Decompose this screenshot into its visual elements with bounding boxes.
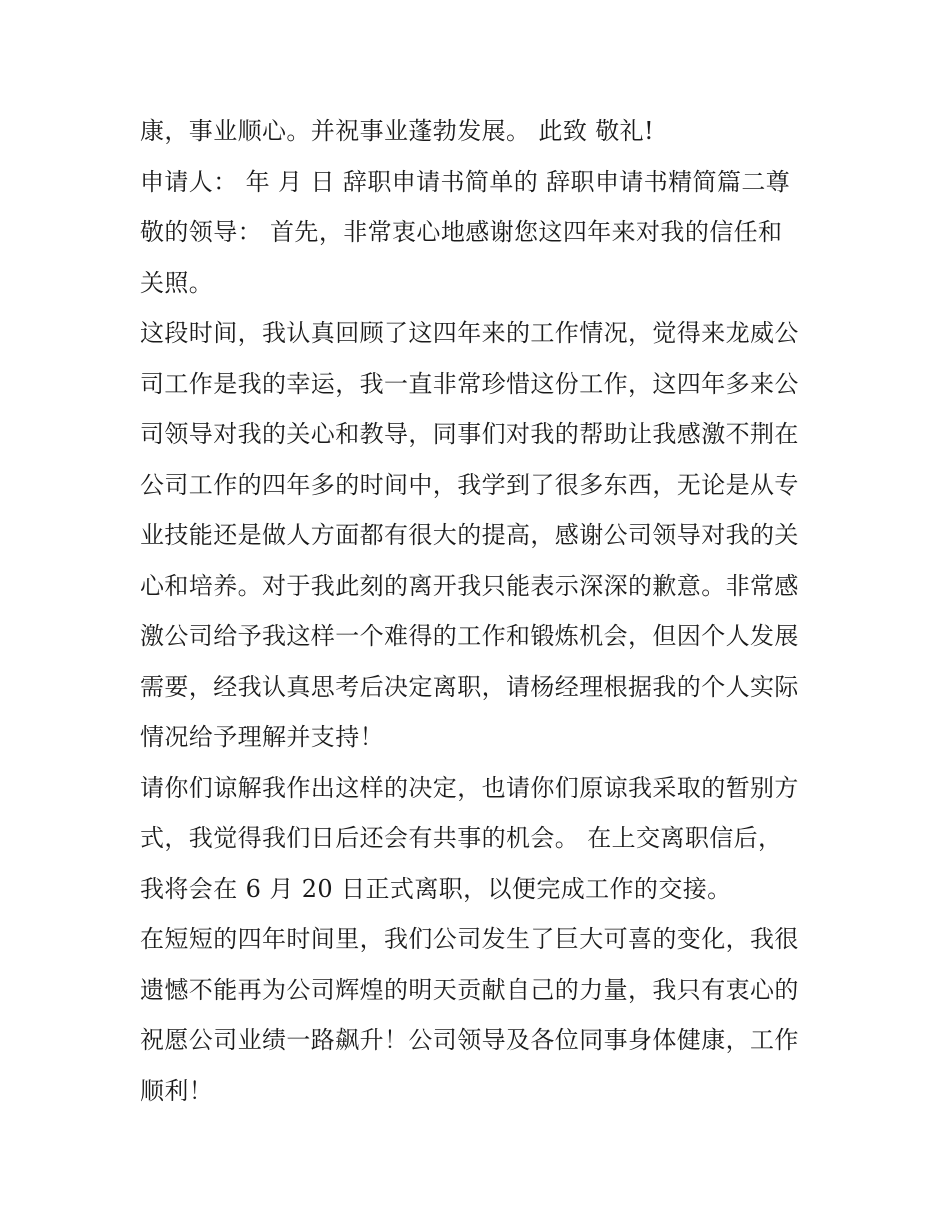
text-line: 情况给予理解并支持！ <box>140 723 384 751</box>
text-line: 我将会在 6 月 20 日正式离职，以便完成工作的交接。 <box>140 874 732 903</box>
text-line: 遗憾不能再为公司辉煌的明天贡献自己的力量，我只有衷心的 <box>140 975 799 1004</box>
text-line: 请你们谅解我作出这样的决定，也请你们原谅我采取的暂别方 <box>140 773 799 802</box>
text-line: 顺利！ <box>140 1076 214 1105</box>
text-line: 司领导对我的关心和教导，同事们对我的帮助让我感激不荆在 <box>140 420 799 448</box>
text-line: 康，事业顺心。并祝事业蓬勃发展。 此致 敬礼! <box>140 117 655 145</box>
text-line: 敬的领导： 首先，非常衷心地感谢您这四年来对我的信任和 <box>140 218 783 246</box>
text-line: 祝愿公司业绩一路飙升！公司领导及各位同事身体健康，工作 <box>140 1026 799 1054</box>
text-line: 业技能还是做人方面都有很大的提高，感谢公司领导对我的关 <box>140 521 799 549</box>
document-body <box>140 106 820 1116</box>
text-line: 在短短的四年时间里，我们公司发生了巨大可喜的变化，我很 <box>140 925 799 953</box>
text-line: 需要，经我认真思考后决定离职，请杨经理根据我的个人实际 <box>140 672 799 701</box>
text-line: 心和培养。对于我此刻的离开我只能表示深深的歉意。非常感 <box>140 571 799 600</box>
text-line: 激公司给予我这样一个难得的工作和锻炼机会，但因个人发展 <box>140 622 799 650</box>
text-line: 这段时间，我认真回顾了这四年来的工作情况，觉得来龙威公 <box>140 319 799 347</box>
text-line: 申请人： 年 月 日 辞职申请书简单的 辞职申请书精简篇二尊 <box>140 167 791 196</box>
text-line: 公司工作的四年多的时间中，我学到了很多东西，无论是从专 <box>140 470 799 499</box>
text-line: 式，我觉得我们日后还会有共事的机会。 在上交离职信后， <box>140 824 783 852</box>
text-line: 司工作是我的幸运，我一直非常珍惜这份工作，这四年多来公 <box>140 369 799 398</box>
text-line: 关照。 <box>140 268 214 297</box>
